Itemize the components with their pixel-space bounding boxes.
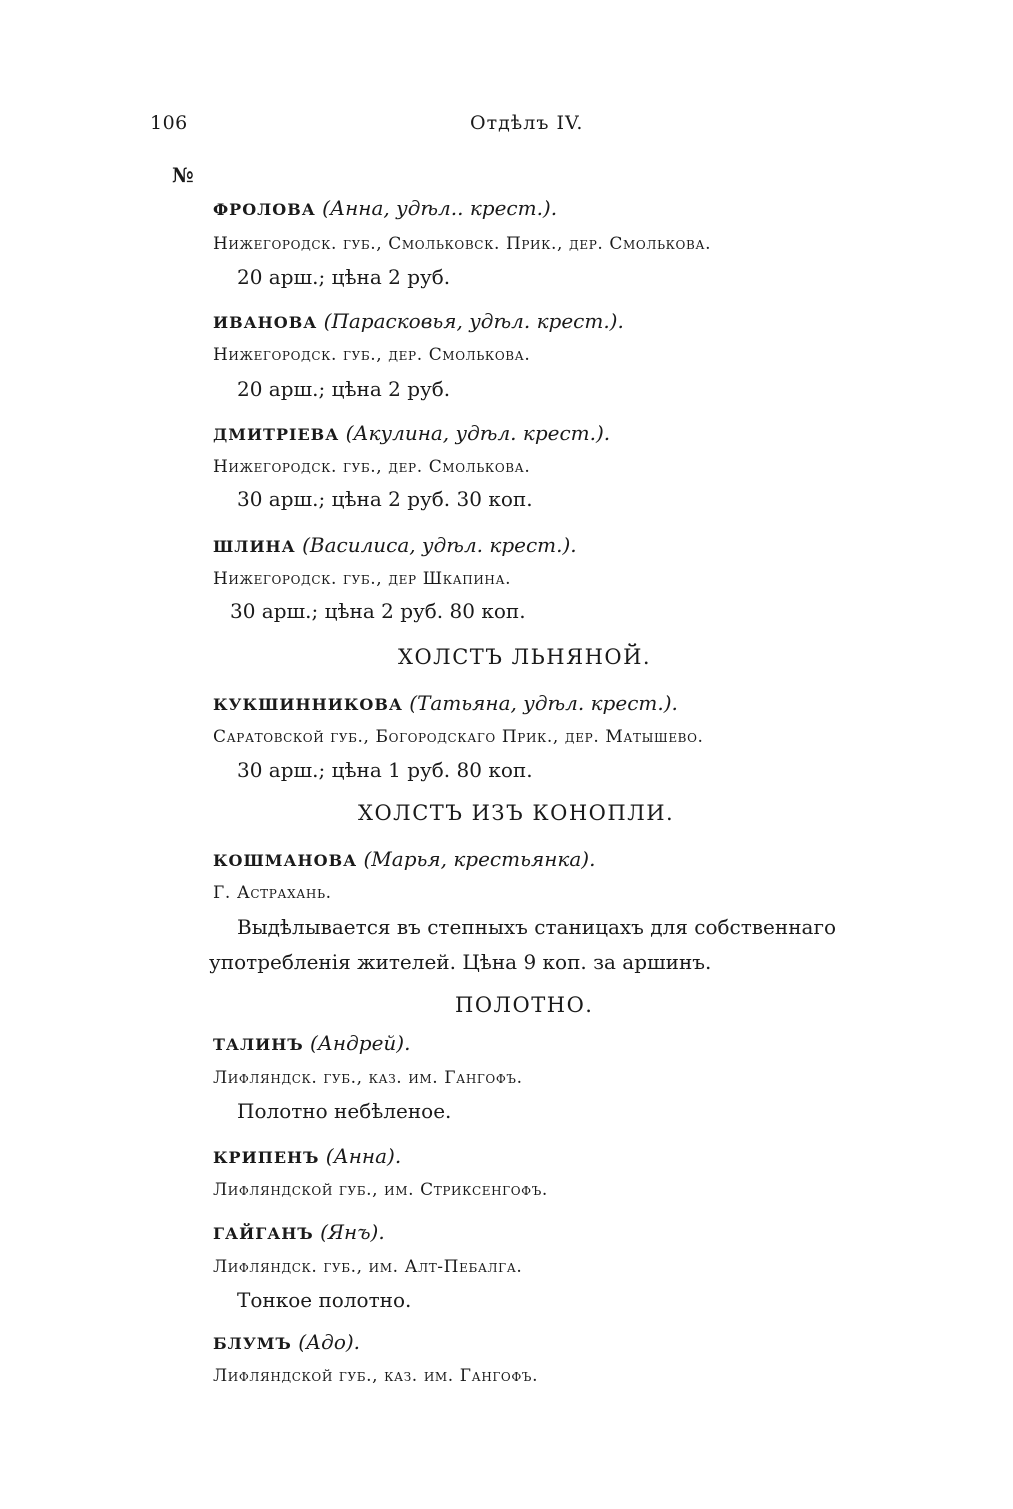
entry-place: Саратовской губ., Богородскаго Прик., дер. Матышево.: [213, 727, 704, 747]
entry-details: (Анна).: [325, 1144, 402, 1168]
entry-details: (Янъ).: [320, 1220, 385, 1244]
entry-place: Нижегородск. губ., Смольковск. Прик., дер. Смолькова.: [213, 234, 712, 254]
entry-details: (Акулина, удѣл. крест.).: [345, 421, 611, 445]
entry-heading: [213, 420, 610, 448]
entry-note: 20 арш.; цѣна 2 руб.: [237, 377, 451, 401]
entry-note: употребленія жителей. Цѣна 9 коп. за аршинъ.: [209, 950, 712, 974]
entry-note: 30 арш.; цѣна 1 руб. 80 коп.: [237, 758, 533, 782]
entry-note: Выдѣлывается въ степныхъ станицахъ для собственнаго: [237, 915, 836, 939]
entry-details: (Марья, крестьянка).: [363, 847, 596, 871]
entry-note: Полотно небѣленое.: [237, 1099, 452, 1123]
entry-name: КУКШИННИКОВА: [213, 695, 403, 714]
entry-name: КРИПЕНЪ: [213, 1148, 320, 1167]
entry-heading: [213, 1030, 410, 1058]
entry-place: Лифляндск. губ., каз. им. Гангофъ.: [213, 1068, 523, 1088]
entry-place: Лифляндской губ., каз. им. Гангофъ.: [213, 1366, 539, 1386]
entry-heading: [213, 532, 577, 560]
section-heading: ХОЛСТЪ ИЗЪ КОНОПЛИ.: [358, 801, 675, 825]
entry-details: (Андрей).: [309, 1031, 411, 1055]
entry-name: ФРОЛОВА: [213, 200, 316, 219]
entry-heading: [213, 690, 678, 718]
entry-details: (Татьяна, удѣл. крест.).: [409, 691, 678, 715]
entry-details: (Анна, удѣл.. крест.).: [322, 196, 558, 220]
entry-note: 20 арш.; цѣна 2 руб.: [237, 265, 451, 289]
running-head: Отдѣлъ IV.: [470, 112, 584, 134]
entry-place: Лифляндской губ., им. Стриксенгофъ.: [213, 1180, 548, 1200]
section-heading: ПОЛОТНО.: [455, 993, 594, 1017]
entry-place: Нижегородск. губ., дер. Смолькова.: [213, 345, 531, 365]
entry-details: (Парасковья, удѣл. крест.).: [323, 309, 624, 333]
entry-place: Нижегородск. губ., дер. Смолькова.: [213, 457, 531, 477]
section-heading: ХОЛСТЪ ЛЬНЯНОЙ.: [398, 645, 652, 669]
entry-name: ДМИТРІЕВА: [213, 425, 340, 444]
entry-note: 30 арш.; цѣна 2 руб. 80 коп.: [230, 599, 526, 623]
entry-name: ИВАНОВА: [213, 313, 318, 332]
entry-details: (Василиса, удѣл. крест.).: [302, 533, 577, 557]
entry-name: ГАЙГАНЪ: [213, 1224, 314, 1243]
entry-name: ТАЛИНЪ: [213, 1035, 304, 1054]
entry-note: Тонкое полотно.: [237, 1288, 412, 1312]
entry-place: Лифляндск. губ., им. Алт-Пебалга.: [213, 1257, 523, 1277]
entry-name: БЛУМЪ: [213, 1334, 292, 1353]
entry-heading: [213, 1143, 401, 1171]
entry-heading: [213, 308, 624, 336]
entry-heading: [213, 1329, 360, 1357]
page-number: 106: [150, 112, 188, 134]
entry-details: (Адо).: [298, 1330, 361, 1354]
entry-name: КОШМАНОВА: [213, 851, 358, 870]
entry-name: ШЛИНА: [213, 537, 296, 556]
entry-heading: [213, 846, 595, 874]
number-mark: №: [172, 163, 194, 187]
entry-place: Нижегородск. губ., дер Шкапина.: [213, 569, 512, 589]
entry-place: Г. Астрахань.: [213, 883, 332, 903]
entry-heading: [213, 1219, 385, 1247]
entry-heading: [213, 195, 557, 223]
entry-note: 30 арш.; цѣна 2 руб. 30 коп.: [237, 487, 533, 511]
